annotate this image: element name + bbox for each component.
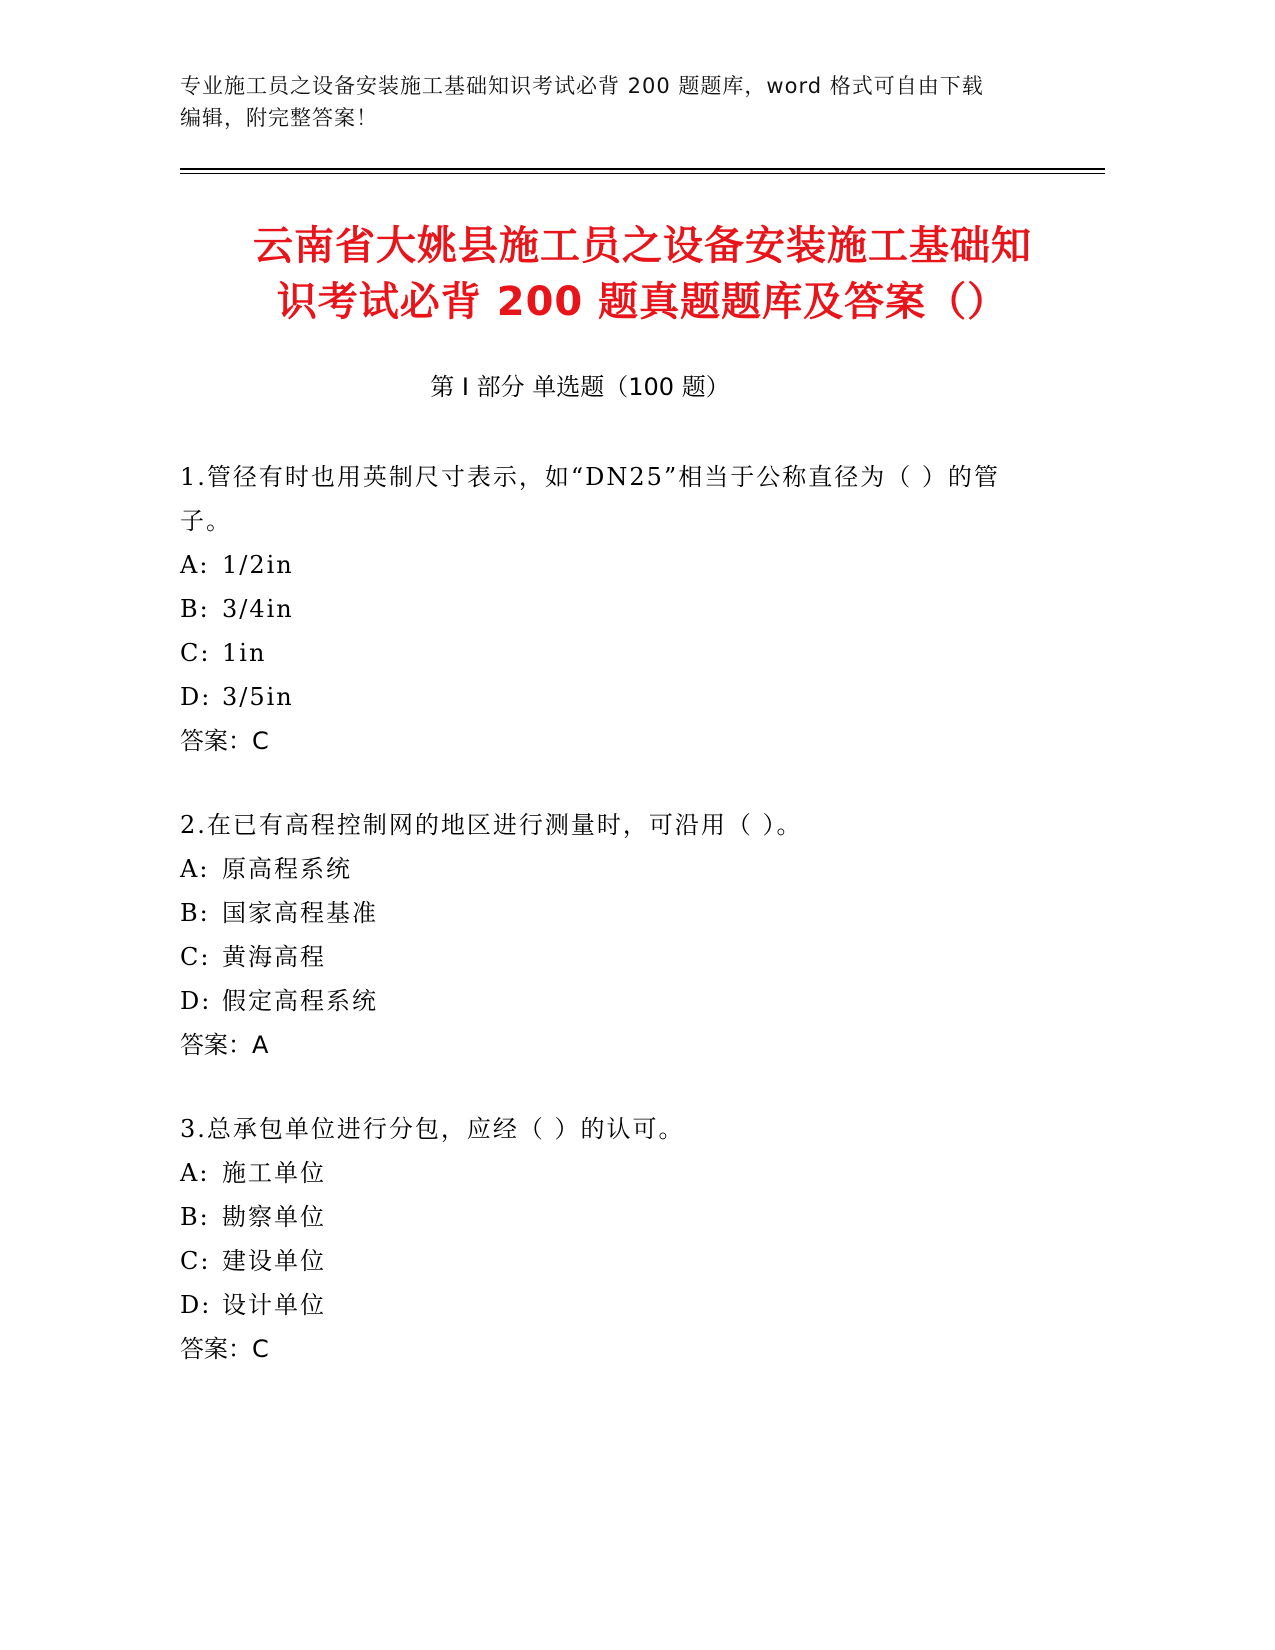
option-letter: B: [180, 595, 210, 623]
option-d [180, 675, 1050, 719]
answer-line: 答案：C [180, 1335, 269, 1363]
option-text: 1/2in [222, 551, 294, 579]
option-b [180, 587, 1050, 631]
option-text: 设计单位 [222, 1291, 326, 1319]
header-note-line-2: 编辑，附完整答案！ [180, 106, 378, 130]
question-list [180, 455, 1050, 1411]
header-divider-thick [180, 168, 1105, 170]
option-text: 建设单位 [222, 1247, 326, 1275]
option-text: 1in [222, 639, 267, 667]
option-letter: D: [180, 1291, 212, 1319]
option-letter: B: [180, 1203, 210, 1231]
option-text: 3/5in [222, 683, 294, 711]
header-divider-thin [180, 173, 1105, 174]
option-a [180, 1151, 1050, 1195]
document-title-line-1: 云南省大姚县施工员之设备安装施工基础知 [253, 223, 1032, 269]
option-letter: C: [180, 1247, 211, 1275]
answer-line: 答案：A [180, 1031, 269, 1059]
section-heading: 第 I 部分 单选题（100 题） [430, 373, 730, 401]
question-stem: 3.总承包单位进行分包，应经（ ）的认可。 [180, 1115, 685, 1143]
document-title [180, 218, 1105, 330]
option-d [180, 1283, 1050, 1327]
option-letter: A: [180, 1159, 210, 1187]
question-stem: 1.管径有时也用英制尺寸表示，如“DN25”相当于公称直径为（ ）的管子。 [180, 463, 1000, 535]
option-letter: C: [180, 943, 211, 971]
option-text: 原高程系统 [222, 855, 352, 883]
option-letter: A: [180, 855, 210, 883]
option-c [180, 1239, 1050, 1283]
option-text: 黄海高程 [222, 943, 326, 971]
option-text: 勘察单位 [222, 1203, 326, 1231]
question-item [180, 803, 1050, 1067]
option-a [180, 847, 1050, 891]
option-a [180, 543, 1050, 587]
option-letter: A: [180, 551, 210, 579]
option-text: 假定高程系统 [222, 987, 378, 1015]
option-text: 施工单位 [222, 1159, 326, 1187]
question-stem: 2.在已有高程控制网的地区进行测量时，可沿用（ ）。 [180, 811, 803, 839]
option-text: 国家高程基准 [222, 899, 378, 927]
option-letter: D: [180, 683, 212, 711]
option-c [180, 631, 1050, 675]
question-item [180, 1107, 1050, 1371]
option-b [180, 1195, 1050, 1239]
header-note [180, 70, 1040, 134]
question-item [180, 455, 1050, 763]
option-b [180, 891, 1050, 935]
option-letter: B: [180, 899, 210, 927]
option-letter: C: [180, 639, 211, 667]
option-c [180, 935, 1050, 979]
document-title-line-2: 识考试必背 200 题真题题库及答案（） [276, 279, 1009, 325]
option-d [180, 979, 1050, 1023]
answer-line: 答案：C [180, 727, 269, 755]
option-letter: D: [180, 987, 212, 1015]
header-note-line-1: 专业施工员之设备安装施工基础知识考试必背 200 题题库，word 格式可自由下载 [180, 74, 984, 98]
option-text: 3/4in [222, 595, 294, 623]
